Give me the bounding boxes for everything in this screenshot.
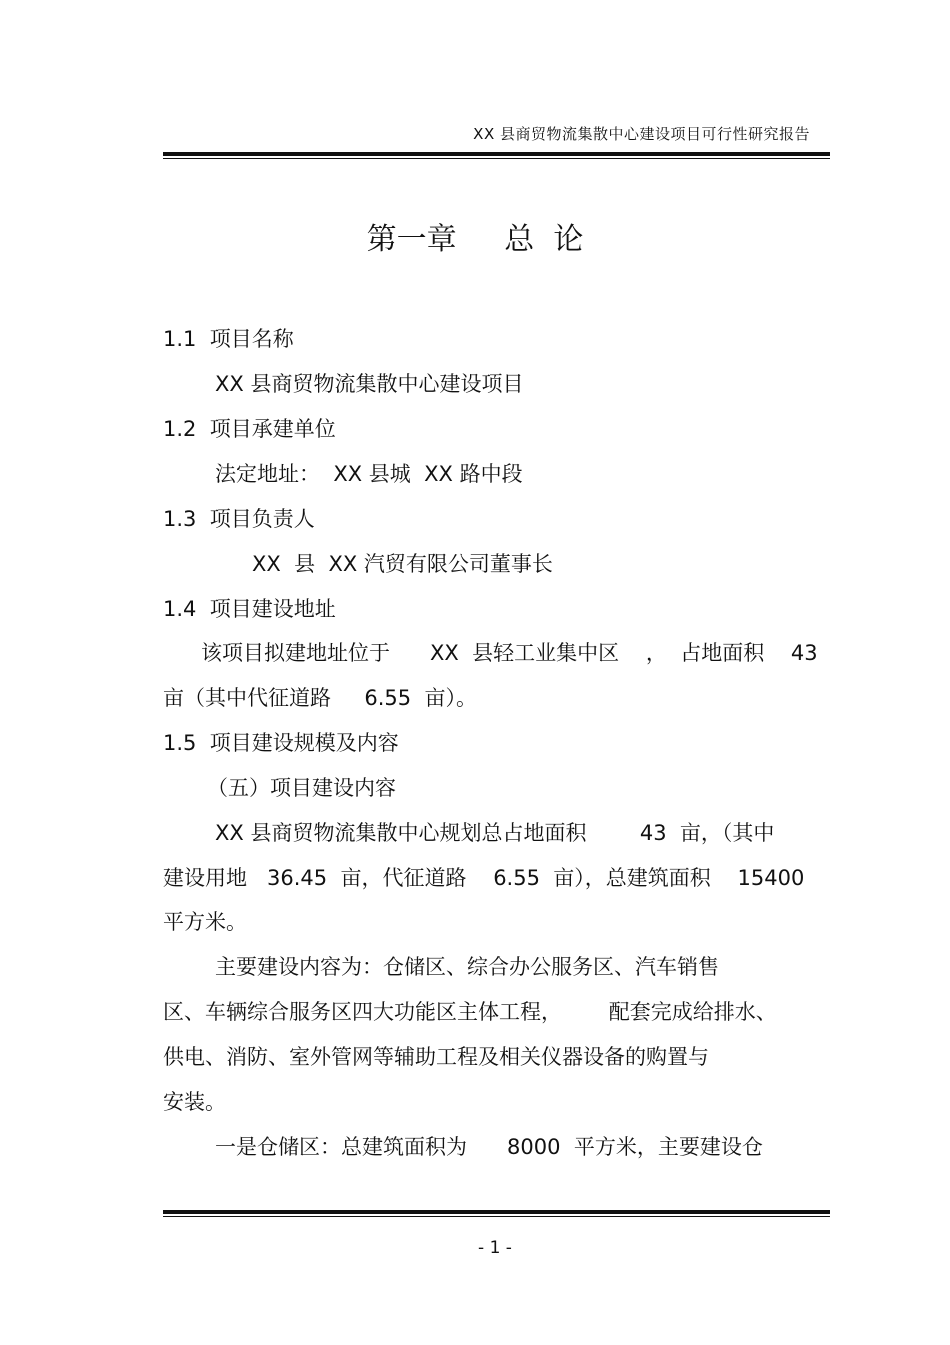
- body-line: XX 县商贸物流集散中心规划总占地面积 43 亩，（其中: [215, 821, 775, 845]
- body-line: 亩（其中代征道路 6.55 亩）。: [163, 686, 477, 710]
- header-rule: [163, 152, 830, 159]
- body-line: XX 县 XX 汽贸有限公司董事长: [252, 552, 553, 576]
- body-line: 供电、消防、室外管网等辅助工程及相关仪器设备的购置与: [163, 1045, 709, 1069]
- chapter-title: 第一章 总 论: [366, 222, 584, 257]
- section-heading-1-5: 1.5 项目建设规模及内容: [163, 731, 399, 755]
- section-heading-1-2: 1.2 项目承建单位: [163, 417, 336, 441]
- body-line: 该项目拟建地址位于 XX 县轻工业集中区 ， 占地面积 43: [201, 641, 818, 665]
- page-number: - 1 -: [478, 1238, 512, 1258]
- body-line: 一是仓储区：总建筑面积为 8000 平方米，主要建设仓: [215, 1135, 763, 1159]
- body-line: 区、车辆综合服务区四大功能区主体工程， 配套完成给排水、: [163, 1000, 777, 1024]
- body-line: 法定地址： XX 县城 XX 路中段: [215, 462, 523, 486]
- section-heading-1-1: 1.1 项目名称: [163, 327, 294, 351]
- page-header-title: XX 县商贸物流集散中心建设项目可行性研究报告: [473, 125, 810, 143]
- body-line: 主要建设内容为：仓储区、综合办公服务区、汽车销售: [215, 955, 719, 979]
- body-line: 建设用地 36.45 亩，代征道路 6.55 亩），总建筑面积 15400: [163, 866, 805, 890]
- body-line: 平方米。: [163, 910, 247, 934]
- footer-rule: [163, 1210, 830, 1217]
- body-line: 安装。: [163, 1090, 226, 1114]
- section-heading-1-4: 1.4 项目建设地址: [163, 597, 336, 621]
- body-line: XX 县商贸物流集散中心建设项目: [215, 372, 524, 396]
- subsection-heading: （五）项目建设内容: [207, 776, 396, 800]
- section-heading-1-3: 1.3 项目负责人: [163, 507, 315, 531]
